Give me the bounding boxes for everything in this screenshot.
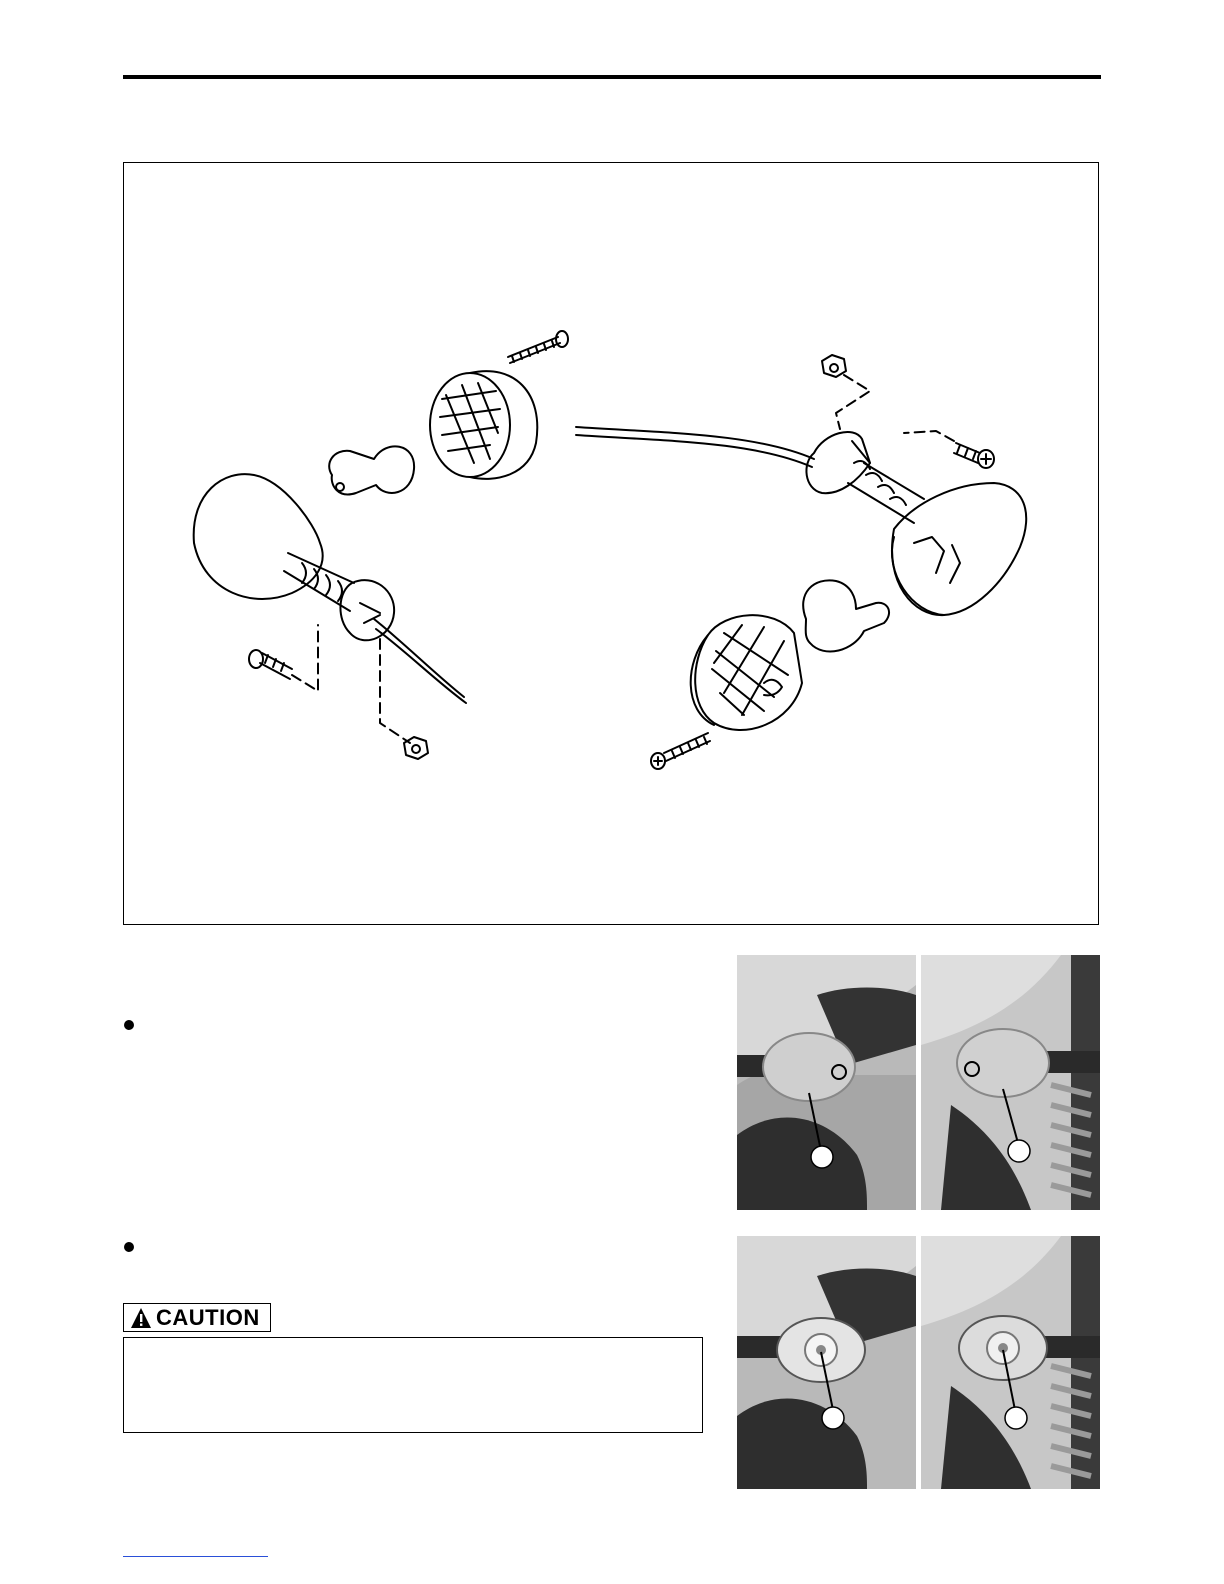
mount-screw-left bbox=[249, 625, 318, 691]
photo-front-left-bulb bbox=[737, 1236, 916, 1489]
bulb-right bbox=[803, 580, 889, 651]
caution-text-box bbox=[123, 1337, 703, 1433]
caution-badge bbox=[123, 1303, 271, 1332]
header-rule bbox=[123, 75, 1101, 79]
warning-triangle-icon bbox=[130, 1307, 152, 1329]
lens-left bbox=[430, 371, 537, 479]
diagram-drawing bbox=[124, 163, 1100, 926]
step-bullet-1 bbox=[124, 1020, 134, 1030]
lens-screw-right bbox=[651, 733, 710, 769]
turn-signal-exploded-diagram bbox=[123, 162, 1099, 925]
photo-front-right-lens bbox=[921, 955, 1100, 1210]
mount-nut-left bbox=[380, 639, 428, 759]
housing-left bbox=[194, 474, 466, 703]
footer-link-underline[interactable] bbox=[123, 1556, 268, 1557]
photo-front-right-bulb bbox=[921, 1236, 1100, 1489]
mount-screw-right bbox=[904, 431, 994, 468]
lens-screw-left bbox=[508, 331, 568, 363]
lens-right bbox=[691, 615, 802, 730]
caution-label: CAUTION bbox=[156, 1304, 260, 1330]
bulb-left bbox=[329, 446, 414, 494]
step-bullet-2 bbox=[124, 1242, 134, 1252]
mount-nut-right bbox=[822, 355, 870, 429]
photo-front-left-lens bbox=[737, 955, 916, 1210]
